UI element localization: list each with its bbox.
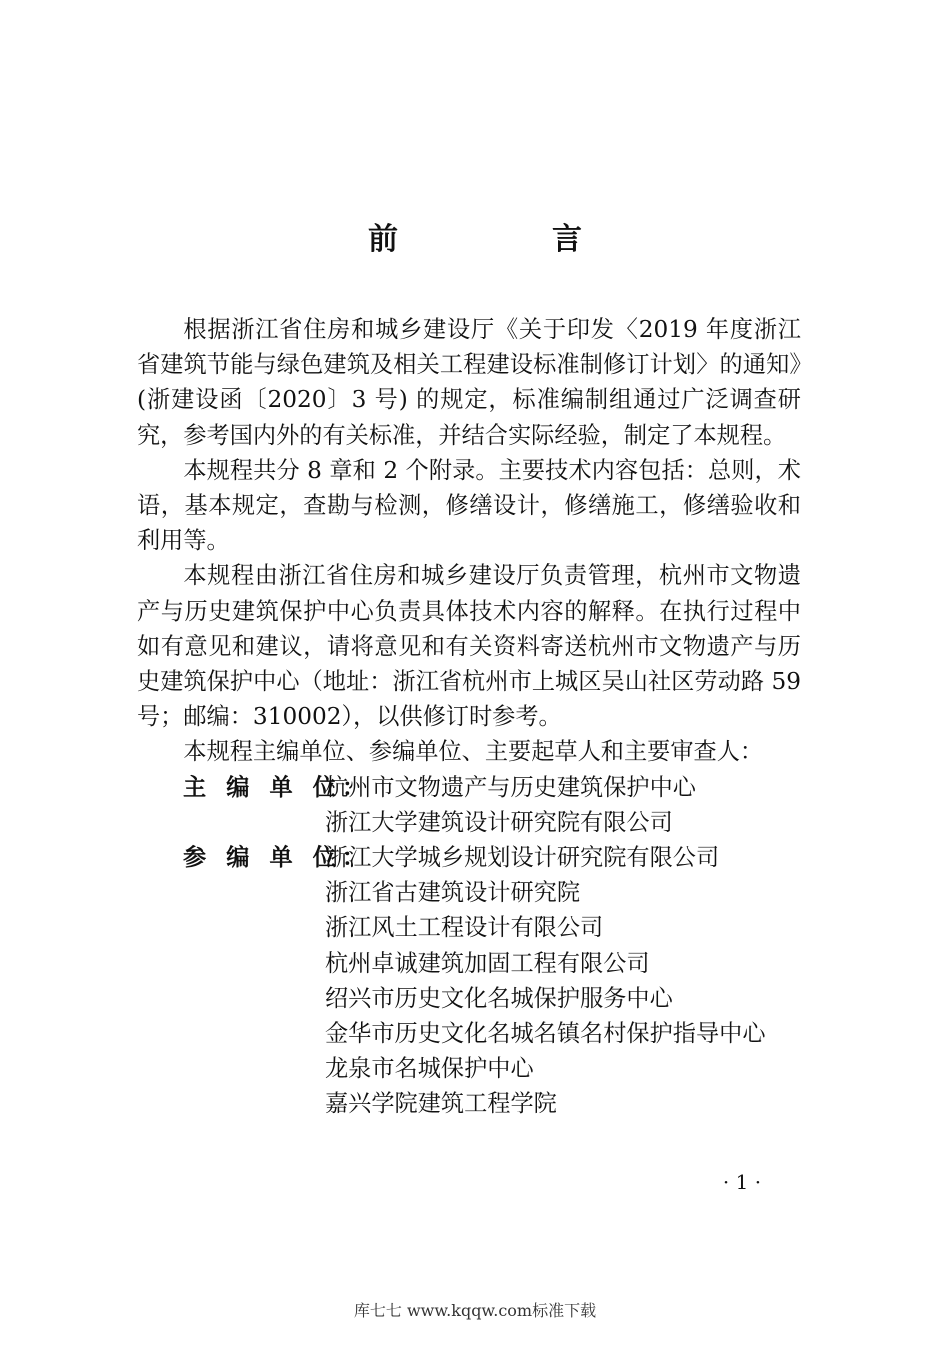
unit-name: 金华市历史文化名城名镇名村保护指导中心: [325, 1020, 766, 1048]
unit-name: 杭州市文物遗产与历史建筑保护中心: [325, 773, 696, 801]
unit-name: 浙江大学建筑设计研究院有限公司: [325, 808, 673, 836]
page-title: 前 言: [368, 222, 644, 258]
participating-units-label: 参 编 单 位：: [183, 844, 372, 872]
unit-name: 绍兴市历史文化名城保护服务中心: [325, 984, 673, 1012]
chief-units-label: 主 编 单 位：: [183, 773, 372, 801]
unit-name: 龙泉市名城保护中心: [325, 1055, 534, 1083]
unit-name: 杭州卓诚建筑加固工程有限公司: [325, 949, 650, 977]
participating-units: [137, 840, 801, 1122]
unit-name: 浙江大学城乡规划设计研究院有限公司: [325, 844, 720, 872]
paragraph-units-intro: 本规程主编单位、参编单位、主要起草人和主要审查人：: [183, 738, 764, 766]
unit-name: 浙江风土工程设计有限公司: [325, 914, 604, 942]
chief-units-names: [325, 770, 801, 840]
unit-name: 嘉兴学院建筑工程学院: [325, 1090, 557, 1118]
participating-units-names: [325, 840, 801, 1122]
unit-name: 浙江省古建筑设计研究院: [325, 879, 581, 907]
paragraph-basis: 根据浙江省住房和城乡建设厅《关于印发〈2019 年度浙江省建筑节能与绿色建筑及相关工程建设标准制修订计划〉的通知》(浙建设函〔2020〕3 号) 的规定，标准编制组通过广泛调查研究，参考国内外的有关标准，并结合实际经验，制定了本规程。: [137, 316, 801, 449]
chief-units: [137, 770, 801, 840]
units-list: [137, 770, 801, 1122]
paragraph-contents: 本规程共分 8 章和 2 个附录。主要技术内容包括：总则，术语，基本规定，查勘与检测，修缮设计，修缮施工，修缮验收和利用等。: [137, 456, 801, 555]
page-number: · 1 ·: [722, 1170, 762, 1194]
footer-watermark: 库七七 www.kqqw.com标准下载: [353, 1301, 597, 1320]
preface-body: [137, 312, 801, 1122]
paragraph-management: 本规程由浙江省住房和城乡建设厅负责管理，杭州市文物遗产与历史建筑保护中心负责具体技术内容的解释。在执行过程中如有意见和建议，请将意见和有关资料寄送杭州市文物遗产与历史建筑保护中心（地址：浙江省杭州市上城区吴山社区劳动路 59 号；邮编：310002），以供修订时参考。: [137, 562, 801, 731]
